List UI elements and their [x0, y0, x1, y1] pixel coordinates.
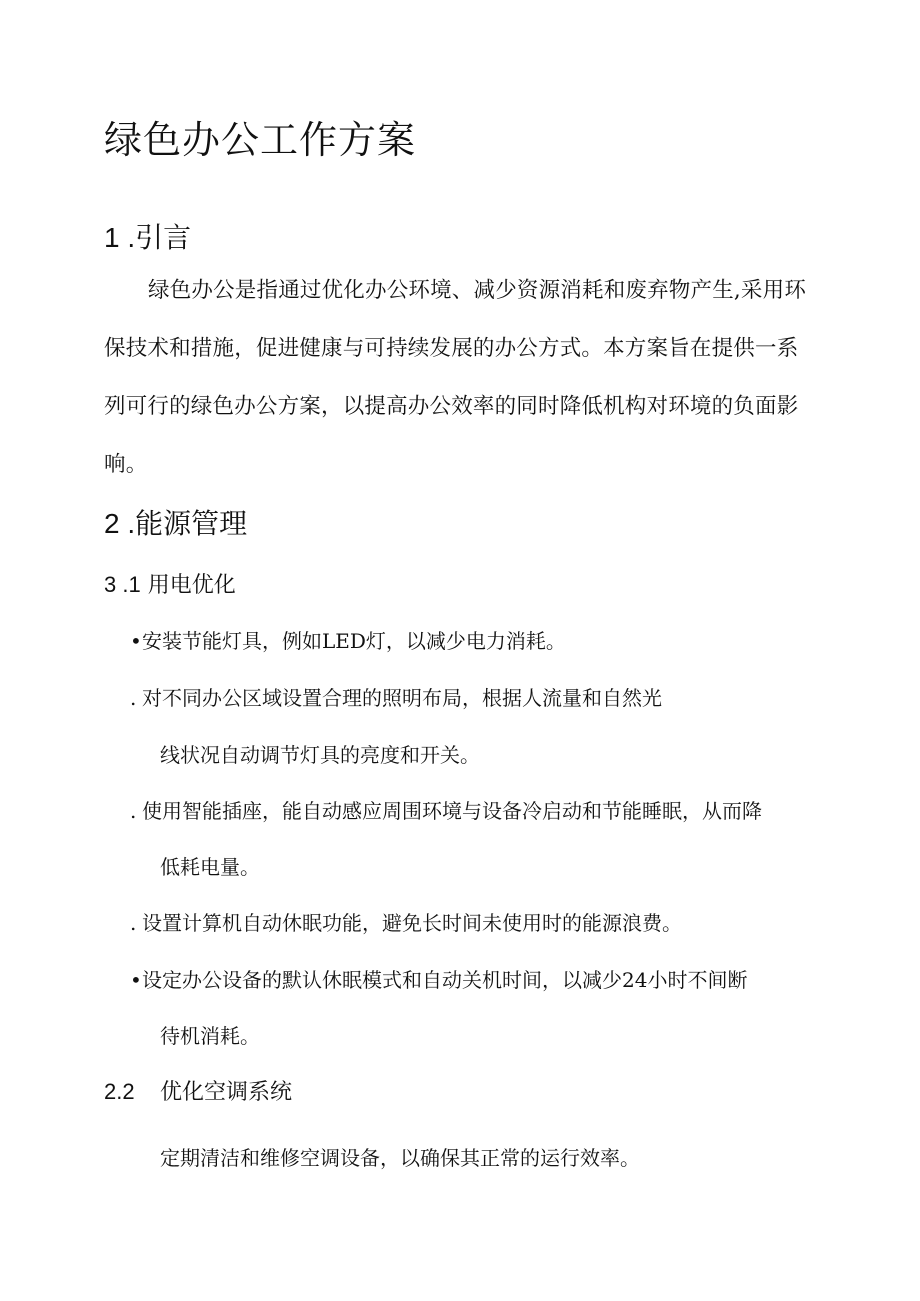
subsection-number: 3 .1 — [104, 572, 141, 597]
list-item — [130, 683, 662, 713]
section-heading-energy — [104, 504, 247, 544]
document-title: 绿色办公工作方案 — [104, 118, 417, 162]
paragraph-line: 绿色办公是指通过优化办公环境、减少资源消耗和废弃物产生,采用环 — [148, 278, 807, 303]
list-item-text: 对不同办公区域设置合理的照明布局，根据人流量和自然光 — [142, 686, 662, 710]
bullet-marker: . — [130, 799, 137, 823]
bullet-marker: . — [130, 911, 137, 935]
list-item-continuation: 线状况自动调节灯具的亮度和开关。 — [160, 743, 480, 767]
paragraph-line: 响。 — [104, 452, 148, 477]
section-title: 引言 — [135, 221, 192, 254]
bullet-marker: • — [130, 968, 142, 992]
section-title: 能源管理 — [135, 507, 248, 540]
paragraph-line: 列可行的绿色办公方案，以提高办公效率的同时降低机构对环境的负面影 — [104, 394, 799, 419]
list-item-text: 设置计算机自动休眠功能，避免长时间未使用时的能源浪费。 — [142, 911, 682, 935]
list-item-text: 使用智能插座，能自动感应周围环境与设备冷启动和节能睡眠，从而降 — [142, 799, 762, 823]
list-item — [130, 965, 747, 995]
section-heading-introduction — [104, 218, 191, 258]
subsection-heading-electricity — [104, 568, 236, 603]
subsection-heading-air-conditioning — [104, 1075, 292, 1110]
list-item-text: 安装节能灯具，例如LED灯，以减少电力消耗。 — [142, 629, 566, 653]
list-item-continuation: 低耗电量。 — [160, 855, 260, 879]
list-item — [130, 908, 682, 938]
list-item-text: 设定办公设备的默认休眠模式和自动关机时间，以减少24小时不间断 — [142, 968, 748, 992]
bullet-marker: • — [130, 629, 142, 653]
subsection-body: 定期清洁和维修空调设备，以确保其正常的运行效率。 — [160, 1146, 640, 1170]
list-item — [130, 626, 566, 656]
introduction-paragraph — [104, 262, 824, 494]
section-number: 1 . — [104, 222, 136, 253]
bullet-marker: . — [130, 686, 137, 710]
list-item — [130, 796, 762, 826]
subsection-title: 优化空调系统 — [160, 1080, 293, 1105]
paragraph-line: 保技术和措施，促进健康与可持续发展的办公方式。本方案旨在提供一系 — [104, 336, 799, 361]
section-number: 2 . — [104, 508, 136, 539]
subsection-number: 2.2 — [104, 1079, 135, 1104]
list-item-continuation: 待机消耗。 — [160, 1024, 260, 1048]
subsection-title: 用电优化 — [147, 573, 236, 598]
